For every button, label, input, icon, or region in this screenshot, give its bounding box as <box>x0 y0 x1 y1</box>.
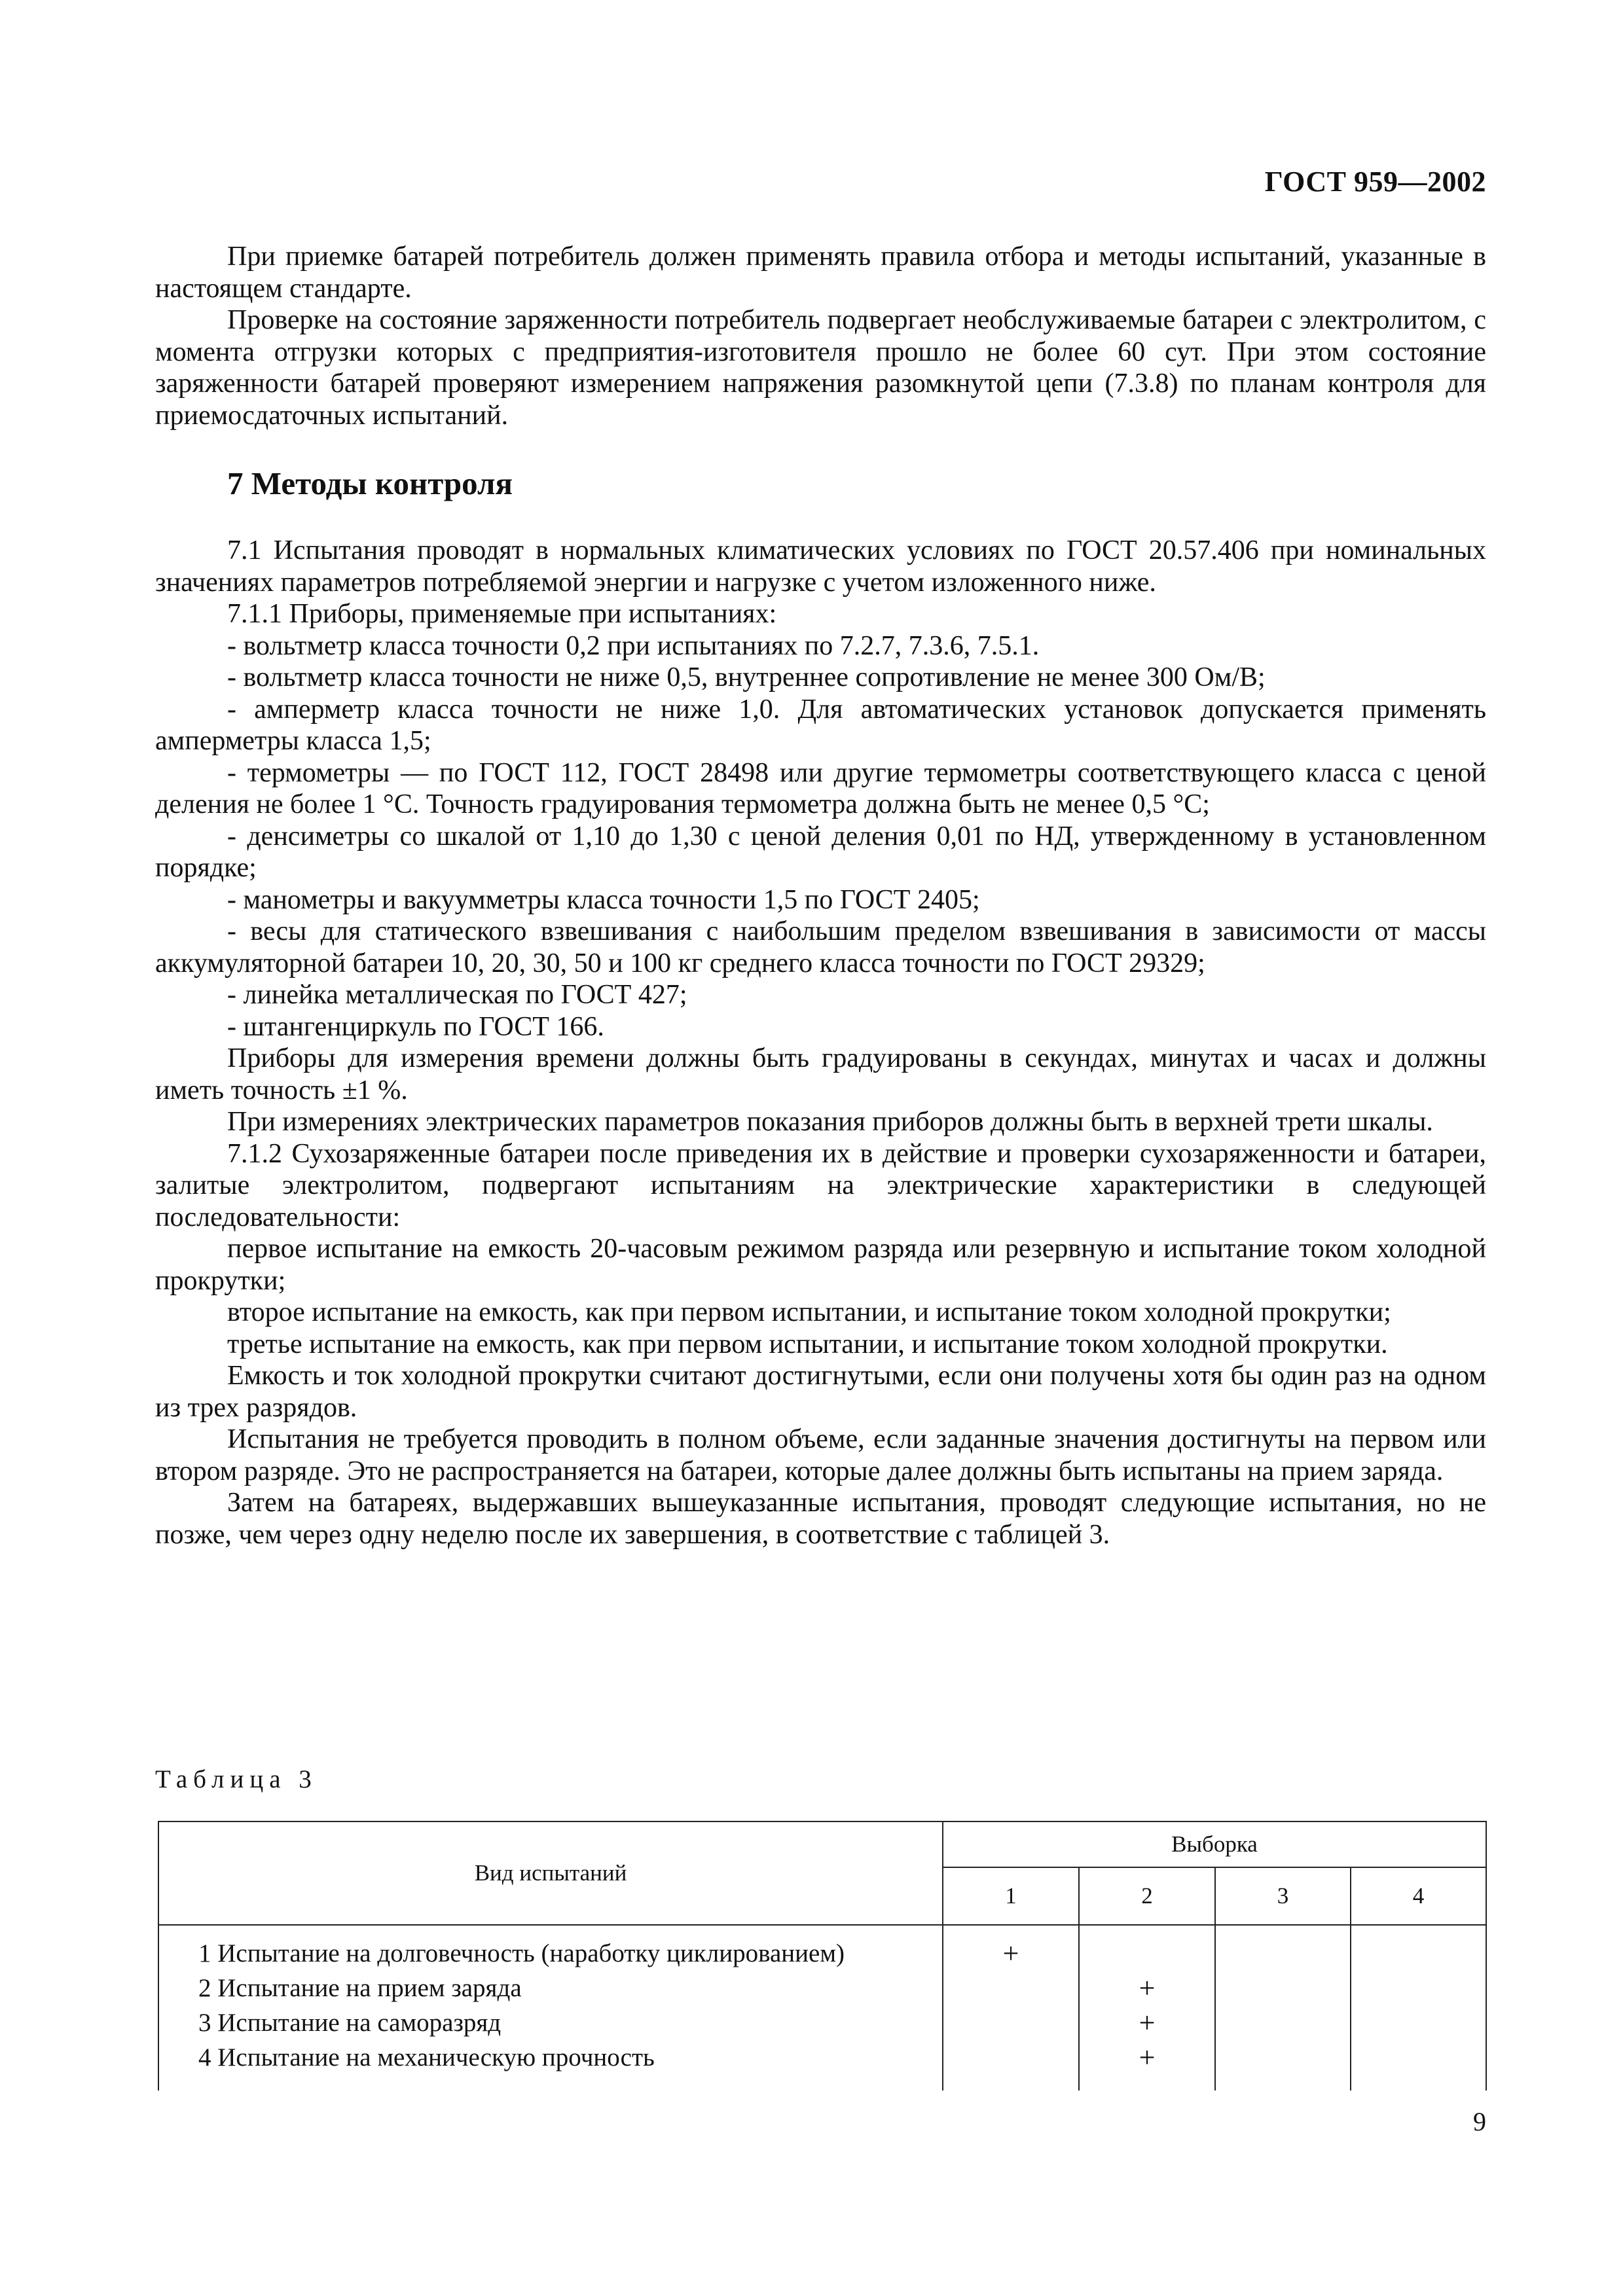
sample-mark <box>1079 1936 1215 1971</box>
main-text <box>155 241 1486 1551</box>
sample-mark <box>1351 1971 1486 2005</box>
table <box>158 1821 1487 2090</box>
sample-mark <box>1351 2040 1486 2075</box>
table-row <box>158 2040 1486 2075</box>
sample-mark: + <box>943 1936 1079 1971</box>
column-header-sample-1: 1 <box>943 1867 1079 1925</box>
list-item: - денсиметры со шкалой от 1,10 до 1,30 с ценой деления 0,01 по НД, утвержденному в установленном порядке; <box>155 821 1486 883</box>
table-caption: Таблица 3 <box>155 1765 318 1793</box>
list-item: - линейка металлическая по ГОСТ 427; <box>227 980 687 1010</box>
sample-mark <box>1215 1936 1351 1971</box>
sample-mark <box>1351 2005 1486 2040</box>
paragraph: 7.1.1 Приборы, применяемые при испытаниях: <box>227 599 777 629</box>
sample-mark <box>1215 2040 1351 2075</box>
sample-mark: + <box>1079 1971 1215 2005</box>
sample-mark <box>943 2040 1079 2075</box>
page-number: 9 <box>1473 2107 1486 2136</box>
paragraph: При измерениях электрических параметров показания приборов должны быть в верхней трети шкалы. <box>227 1107 1433 1137</box>
sample-mark: + <box>1079 2005 1215 2040</box>
test-name: 2 Испытание на прием заряда <box>158 1971 943 2005</box>
paragraph: третье испытание на емкость, как при первом испытании, и испытание током холодной прокрутки. <box>227 1329 1388 1359</box>
paragraph: второе испытание на емкость, как при первом испытании, и испытание током холодной прокрутки; <box>227 1297 1391 1327</box>
table-row <box>158 1971 1486 2005</box>
table-spacer <box>158 1925 1486 1936</box>
paragraph: Затем на батареях, выдержавших вышеуказанные испытания, проводят следующие испытания, но не позже, чем через одну неделю после их завершения, в соответствие с таблицей 3. <box>155 1488 1486 1550</box>
table-continuation <box>158 2075 1486 2090</box>
list-item: - манометры и вакуумметры класса точности 1,5 по ГОСТ 2405; <box>227 884 980 915</box>
paragraph: При приемке батарей потребитель должен применять правила отбора и методы испытаний, указанные в настоящем стандарте. <box>155 242 1486 304</box>
tests-table <box>158 1821 1486 2083</box>
list-item: - вольтметр класса точности 0,2 при испытаниях по 7.2.7, 7.3.6, 7.5.1. <box>227 630 1040 661</box>
paragraph: 7.1.2 Сухозаряженные батареи после приведения их в действие и проверки сухозаряженности и батареи, залитые электролитом, подвергают испытаниям на электрические характеристики в следующей последовательности: <box>155 1138 1486 1232</box>
paragraph: Емкость и ток холодной прокрутки считают достигнутыми, если они получены хотя бы один раз на одном из трех разрядов. <box>155 1361 1486 1423</box>
test-name: 1 Испытание на долговечность (наработку циклированием) <box>158 1936 943 1971</box>
test-name: 4 Испытание на механическую прочность <box>158 2040 943 2075</box>
list-item: - весы для статического взвешивания с наибольшим пределом взвешивания в зависимости от массы аккумуляторной батареи 10, 20, 30, 50 и 100 кг среднего класса точности по ГОСТ 29329; <box>155 916 1486 978</box>
sample-mark: + <box>1079 2040 1215 2075</box>
section-title: 7 Методы контроля <box>227 465 513 501</box>
standard-code: ГОСТ 959—2002 <box>1264 166 1486 198</box>
paragraph: Проверке на состояние заряженности потребитель подвергает необслуживаемые батареи с электролитом, с момента отгрузки которых с предприятия-изготовителя прошло не более 60 сут. При этом состояние заряженности батарей проверяют измерением напряжения разомкнутой цепи (7.3.8) по планам контроля для приемосдаточных испытаний. <box>155 305 1486 431</box>
table-row <box>158 1936 1486 1971</box>
table-row <box>158 2005 1486 2040</box>
sample-mark <box>1215 1971 1351 2005</box>
list-item: - термометры — по ГОСТ 112, ГОСТ 28498 или другие термометры соответствующего класса с ценой деления не более 1 °С. Точность градуирования термометра должна быть не менее 0,5 °С; <box>155 757 1486 819</box>
paragraph: Испытания не требуется проводить в полном объеме, если заданные значения достигнуты на первом или втором разряде. Это не распространяется на батареи, которые далее должны быть испытаны на прием заряда. <box>155 1424 1486 1486</box>
column-header-sample-2: 2 <box>1079 1867 1215 1925</box>
list-item: - вольтметр класса точности не ниже 0,5, внутреннее сопротивление не менее 300 Ом/В; <box>227 662 1266 692</box>
column-header-test-type: Вид испытаний <box>158 1821 943 1925</box>
sample-mark <box>943 1971 1079 2005</box>
paragraph: Приборы для измерения времени должны быть градуированы в секундах, минутах и часах и должны иметь точность ±1 %. <box>155 1043 1486 1105</box>
paragraph: 7.1 Испытания проводят в нормальных климатических условиях по ГОСТ 20.57.406 при номинальных значениях параметров потребляемой энергии и нагрузке с учетом изложенного ниже. <box>155 535 1486 598</box>
list-item: - штангенциркуль по ГОСТ 166. <box>227 1011 604 1042</box>
list-item: - амперметр класса точности не ниже 1,0. Для автоматических установок допускается применять амперметры класса 1,5; <box>155 694 1486 756</box>
sample-mark <box>1351 1936 1486 1971</box>
sample-mark <box>1215 2005 1351 2040</box>
column-header-sample-3: 3 <box>1215 1867 1351 1925</box>
column-header-sample: Выборка <box>943 1821 1486 1867</box>
sample-mark <box>943 2005 1079 2040</box>
column-header-sample-4: 4 <box>1351 1867 1486 1925</box>
test-name: 3 Испытание на саморазряд <box>158 2005 943 2040</box>
paragraph: первое испытание на емкость 20-часовым режимом разряда или резервную и испытание током холодной прокрутки; <box>155 1234 1486 1296</box>
